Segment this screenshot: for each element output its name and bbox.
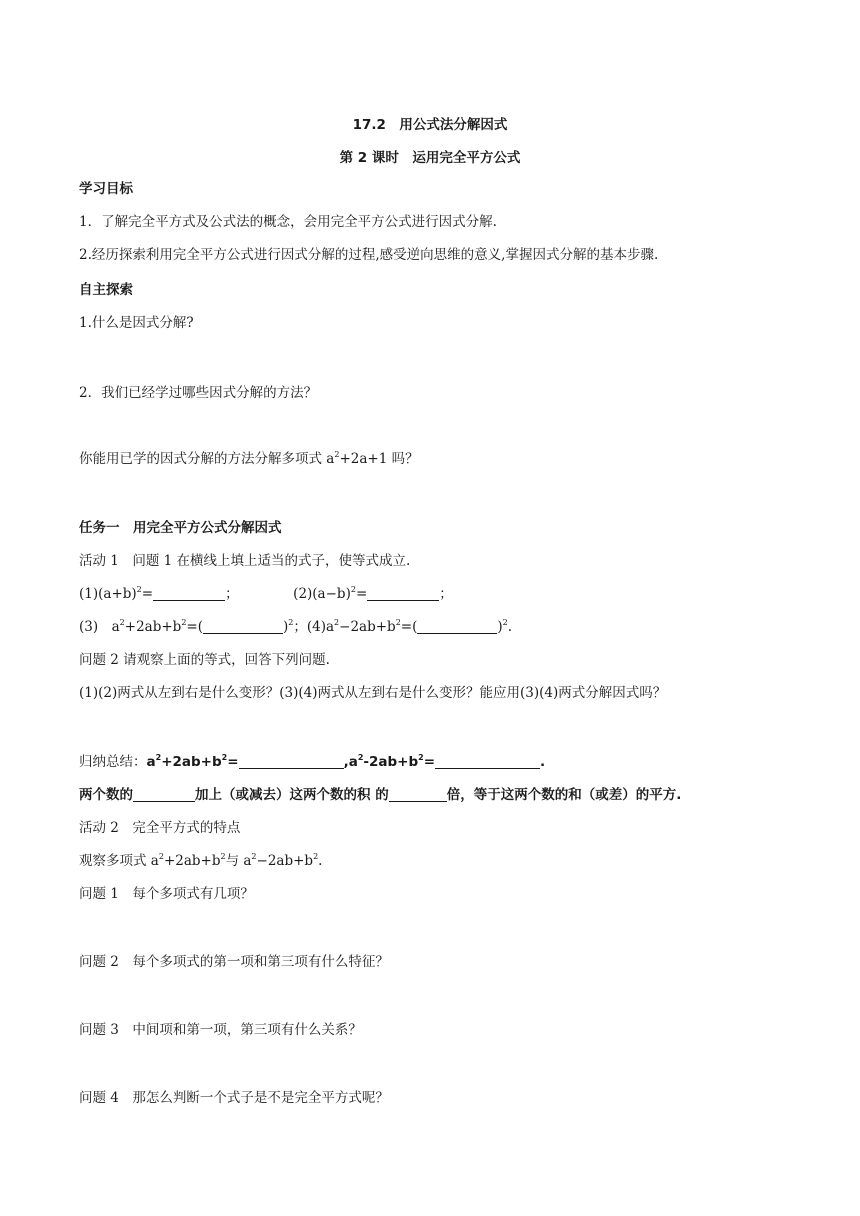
- rule-blank-1[interactable]: [133, 787, 195, 802]
- task1-heading: 任务一 用完全平方公式分解因式: [79, 520, 282, 536]
- rule-blank-2[interactable]: [389, 787, 447, 802]
- equation-row-1: $(1)(a+b)^2=$ ； $(2)(a-b)^2=$ ；: [79, 585, 453, 602]
- explore-question-2: 2．我们已经学过哪些因式分解的方法？: [79, 385, 318, 401]
- explore-question-3: 你能用已学的因式分解的方法分解多项式 $a^2+2a+1$ 吗？: [79, 450, 419, 467]
- activity2-question-4: 问题 4 那怎么判断一个式子是不是完全平方式呢？: [79, 1090, 389, 1106]
- goals-heading: 学习目标: [79, 181, 133, 197]
- explore-question-1: 1.什么是因式分解?: [79, 315, 194, 331]
- goal-item-2: 2.经历探索利用完全平方公式进行因式分解的过程,感受逆向思维的意义,掌握因式分解的基本步骤.: [79, 247, 659, 263]
- answer-blank-2[interactable]: [367, 586, 439, 601]
- answer-blank-3[interactable]: [203, 619, 283, 634]
- equation-row-2: (3) $a^2+2ab+b^2=$( )$^2$；$(4)a^2-2ab+b^2=$( )$^2$.: [79, 618, 513, 635]
- rule-statement: 两个数的 加上（或减去）这两个数的积 的 倍，等于这两个数的和（或差）的平方.: [79, 787, 682, 803]
- activity2-question-3: 问题 3 中间项和第一项，第三项有什么关系？: [79, 1022, 362, 1038]
- question-2: 问题 2 请观察上面的等式，回答下列问题.: [79, 652, 330, 668]
- activity2-heading: 活动 2 完全平方式的特点: [79, 820, 241, 836]
- summary-blank-2[interactable]: [435, 754, 540, 769]
- explore-heading: 自主探索: [79, 282, 133, 298]
- page-subtitle: 第 2 课时 运用完全平方公式: [339, 150, 521, 166]
- observe-line: 观察多项式 $a^2+2ab+b^2$与 $a^2-2ab+b^2$.: [79, 852, 323, 869]
- answer-blank-1[interactable]: [153, 586, 225, 601]
- activity2-question-1: 问题 1 每个多项式有几项？: [79, 886, 254, 902]
- page-title: 17.2 用公式法分解因式: [352, 117, 508, 133]
- activity1-question1: 活动 1 问题 1 在横线上填上适当的式子，使等式成立.: [79, 553, 411, 569]
- goal-item-1: 1．了解完全平方式及公式法的概念，会用完全平方公式进行因式分解.: [79, 214, 497, 230]
- summary-blank-1[interactable]: [239, 754, 344, 769]
- summary-line: 归纳总结：$a^2+2ab+b^2= ,a^2-2ab+b^2=$ .: [79, 753, 546, 770]
- activity2-question-2: 问题 2 每个多项式的第一项和第三项有什么特征？: [79, 954, 389, 970]
- question-2-detail: (1)(2)两式从左到右是什么变形？(3)(4)两式从左到右是什么变形？能应用(3)(4)两式分解因式吗？: [79, 685, 667, 701]
- answer-blank-4[interactable]: [417, 619, 497, 634]
